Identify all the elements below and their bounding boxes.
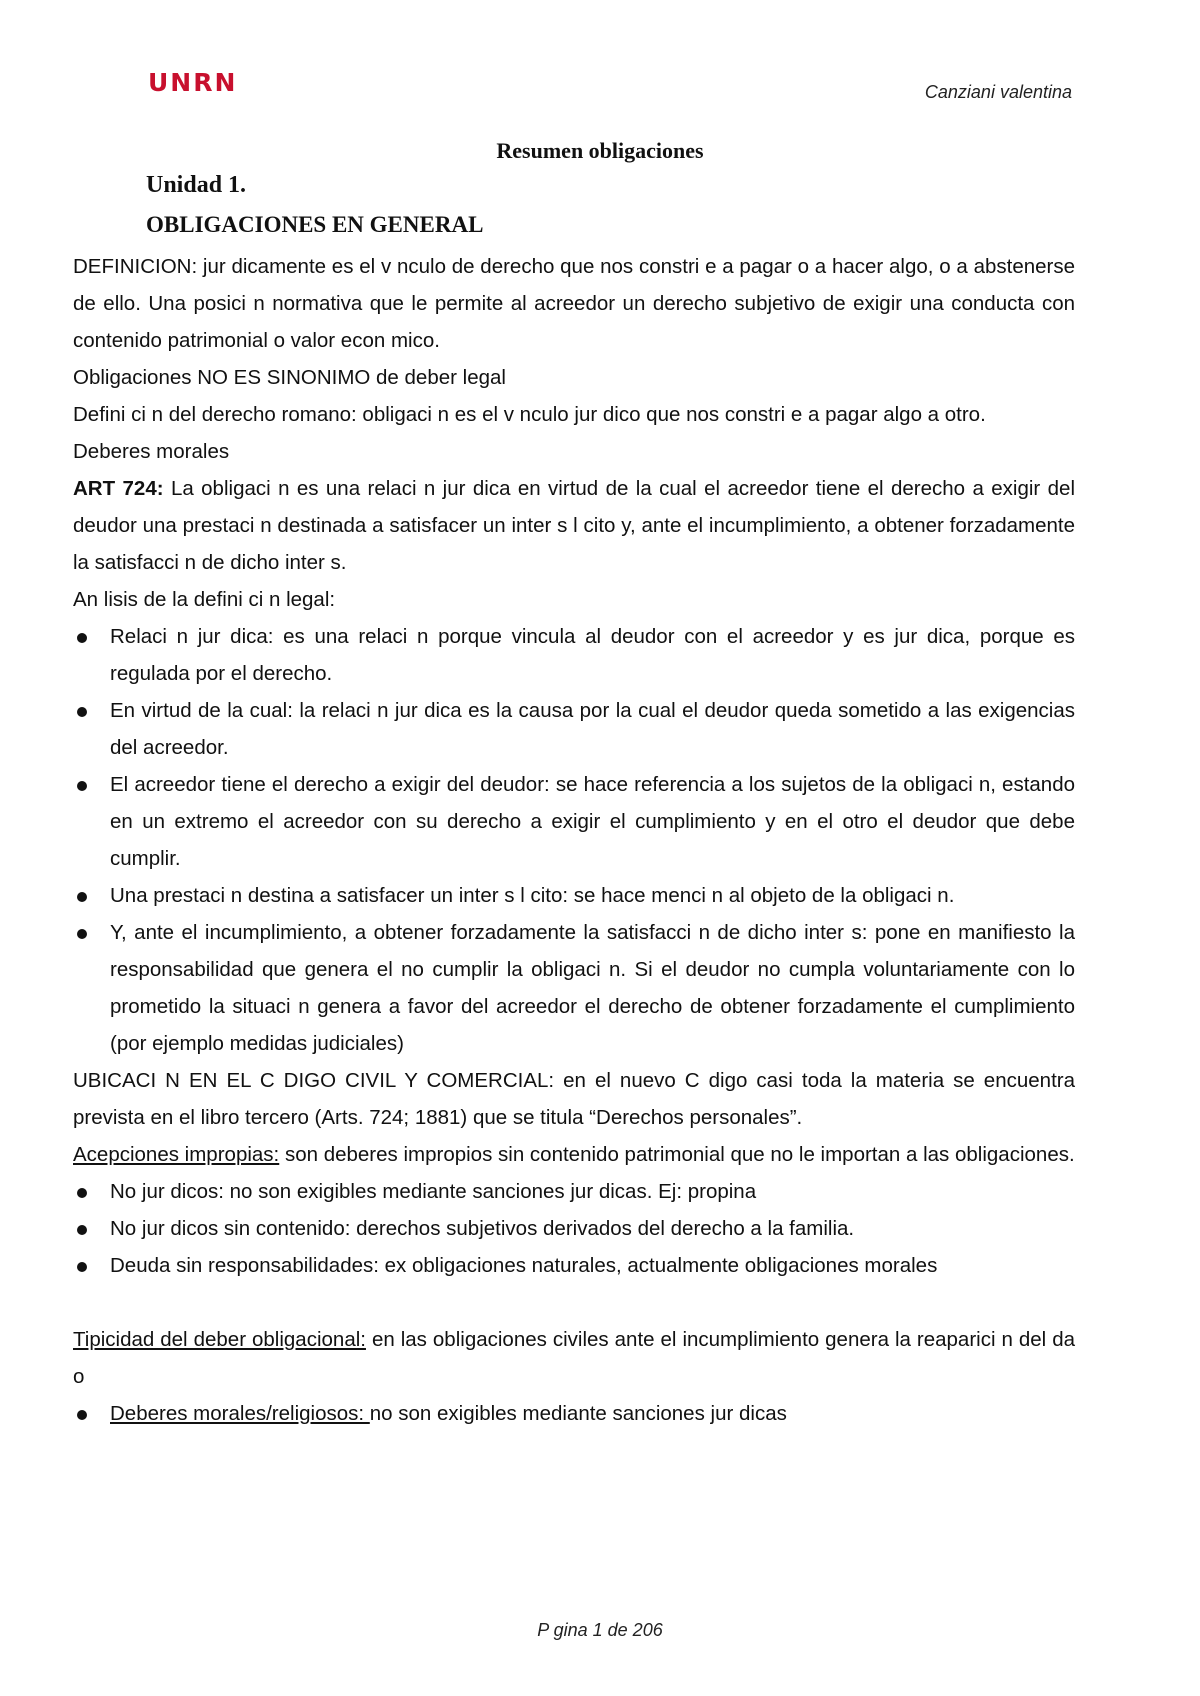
list-item: Deuda sin responsabilidades: ex obligaciones naturales, actualmente obligaciones morales [73, 1247, 1075, 1284]
bullet-icon [77, 781, 87, 791]
art724-paragraph [73, 470, 1075, 581]
art724-label: ART 724: [73, 477, 164, 500]
bullet-icon [77, 1188, 87, 1198]
deberes-list [73, 1395, 1075, 1432]
section-heading: OBLIGACIONES EN GENERAL [146, 212, 484, 237]
no-sinonimo-line: Obligaciones NO ES SINONIMO de deber legal [73, 366, 506, 389]
acepciones-paragraph [73, 1136, 1075, 1173]
acepciones-text: son deberes impropios sin contenido patrimonial que no le importan a las obligaciones. [279, 1143, 1075, 1166]
tipicidad-text: en las obligaciones civiles ante el incumplimiento genera la reaparici n del da o [73, 1328, 1075, 1388]
author-name: Canziani valentina [924, 82, 1072, 102]
bullet-icon [77, 929, 87, 939]
list-item: Una prestaci n destina a satisfacer un inter s l cito: se hace menci n al objeto de la obligaci n. [73, 877, 1075, 914]
analisis-list [73, 618, 1075, 1062]
deberes-morales-line: Deberes morales [73, 440, 230, 463]
tipicidad-paragraph [73, 1321, 1075, 1395]
acepciones-list [73, 1173, 1075, 1284]
list-item: No jur dicos: no son exigibles mediante sanciones jur dicas. Ej: propina [73, 1173, 1075, 1210]
art724-text: La obligaci n es una relaci n jur dica en virtud de la cual el acreedor tiene el derecho a exigir del deudor una prestaci n destinada a satisfacer un inter s l cito y, ante el incumplimiento, a obtener forzadamente la satisfacci n de dicho inter s. [73, 477, 1075, 574]
bullet-icon [77, 1262, 87, 1272]
list-item [73, 1395, 1075, 1432]
def-romano-paragraph: Defini ci n del derecho romano: obligaci n es el v nculo jur dico que nos constri e a pagar algo a otro. [73, 403, 986, 426]
bullet-icon [77, 1225, 87, 1235]
unit-heading: Unidad 1. [146, 172, 247, 198]
ubicacion-paragraph: UBICACI N EN EL C DIGO CIVIL Y COMERCIAL: en el nuevo C digo casi toda la materia se encuentra prevista en el libro tercero (Arts. 724; 1881) que se titula “Derechos personales”. [73, 1069, 1075, 1129]
document-body [73, 248, 1075, 1432]
definicion-paragraph: DEFINICION: jur dicamente es el v nculo de derecho que nos constri e a pagar o a hacer algo, o a abstenerse de ello. Una posici n normativa que le permite al acreedor un derecho subjetivo de exigir una conducta con contenido patrimonial o valor econ mico. [73, 255, 1075, 352]
list-item: No jur dicos sin contenido: derechos subjetivos derivados del derecho a la familia. [73, 1210, 1075, 1247]
page-number: P gina 1 de 206 [537, 1620, 663, 1640]
bullet-icon [77, 1410, 87, 1420]
bullet-icon [77, 707, 87, 717]
tipicidad-label: Tipicidad del deber obligacional: [73, 1328, 366, 1351]
bullet-icon [77, 633, 87, 643]
acepciones-label: Acepciones impropias: [73, 1143, 280, 1166]
analisis-heading: An lisis de la defini ci n legal: [73, 588, 336, 611]
document-title: Resumen obligaciones [496, 138, 704, 163]
deberes-label: Deberes morales/religiosos: [110, 1402, 370, 1425]
university-logo: UNRN [148, 68, 238, 97]
list-item: Y, ante el incumplimiento, a obtener forzadamente la satisfacci n de dicho inter s: pone en manifiesto la responsabilidad que genera el no cumplir la obligaci n. Si el deudor no cumpla voluntariamente con lo prometido la situaci n genera a favor del acreedor el derecho de obtener forzadamente el cumplimiento (por ejemplo medidas judiciales) [73, 914, 1075, 1062]
list-item: El acreedor tiene el derecho a exigir del deudor: se hace referencia a los sujetos de la obligaci n, estando en un extremo el acreedor con su derecho a exigir el cumplimiento y en el otro el deudor que debe cumplir. [73, 766, 1075, 877]
list-item: En virtud de la cual: la relaci n jur dica es la causa por la cual el deudor queda sometido a las exigencias del acreedor. [73, 692, 1075, 766]
spacer [73, 1284, 1075, 1321]
deberes-text: no son exigibles mediante sanciones jur dicas [369, 1402, 787, 1425]
bullet-icon [77, 892, 87, 902]
list-item: Relaci n jur dica: es una relaci n porque vincula al deudor con el acreedor y es jur dica, porque es regulada por el derecho. [73, 618, 1075, 692]
